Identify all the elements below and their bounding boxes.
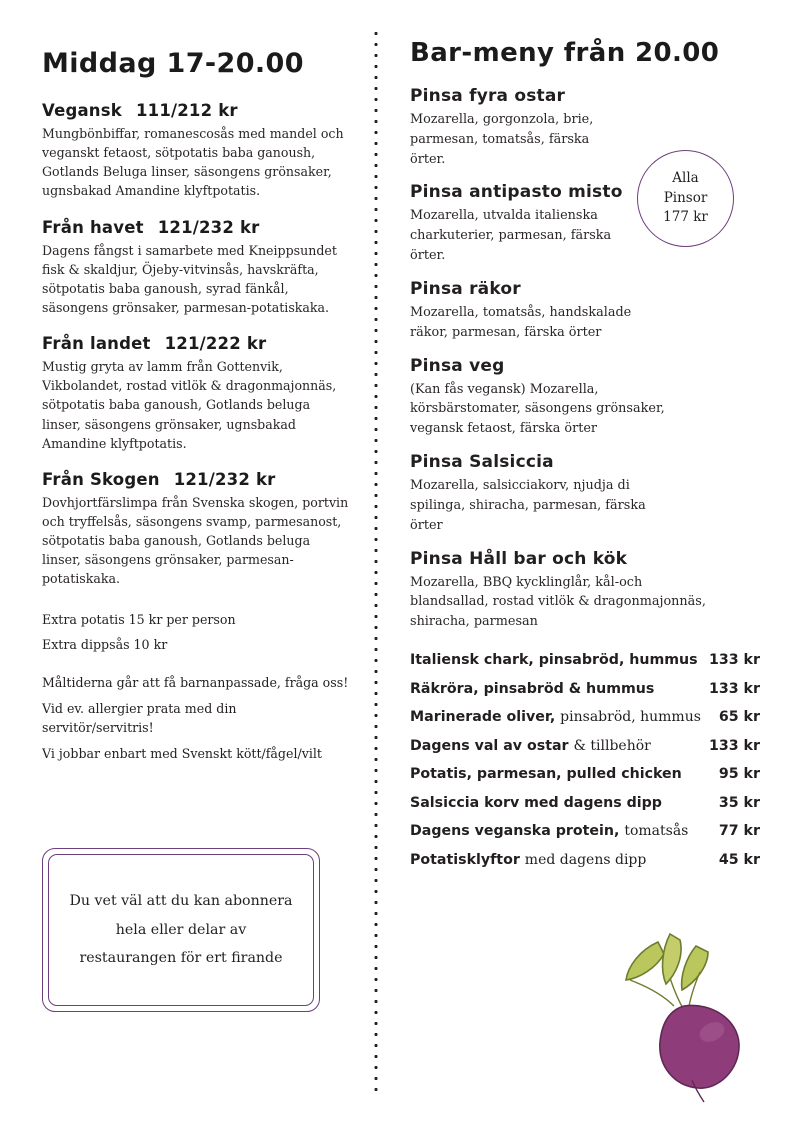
menu-section-price: 111/212 kr bbox=[135, 101, 238, 120]
menu-section bbox=[42, 218, 352, 318]
menu-section-description: Dovhjortfärslimpa från Svenska skogen, portvin och tryffelsås, säsongens svamp, parmesanost, sötpotatis baba ganoush, Gotlands beluga linser, säsongens grönsaker, parmesan-potatiskaka. bbox=[42, 494, 349, 587]
extras-notes bbox=[42, 611, 352, 764]
price-item-bold: Salsiccia korv med dagens dipp bbox=[410, 794, 662, 811]
pinsa-description: (Kan fås vegansk) Mozarella, körsbärstomater, säsongens grönsaker, vegansk fetaost, färska örter bbox=[410, 381, 665, 437]
menu-section-description: Mustig gryta av lamm från Gottenvik, Vikbolandet, rostad vitlök & dragonmajonnäs, sötpotatis baba ganoush, Gotlands beluga linser, säsongens grönsaker, ugnsbakad Amandine klyftpotatis. bbox=[42, 359, 337, 451]
price-item-name bbox=[410, 681, 654, 697]
price-item-bold: Marinerade oliver, bbox=[410, 709, 556, 726]
pinsa-name: Pinsa Salsiccia bbox=[410, 452, 554, 473]
page-title-dinner: Middag 17-20.00 bbox=[42, 48, 304, 79]
pinsa-description: Mozarella, gorgonzola, brie, parmesan, tomatsås, färska örter. bbox=[410, 112, 594, 167]
badge-line: Pinsor bbox=[663, 189, 708, 206]
subscription-line: restaurangen för ert firande bbox=[79, 950, 283, 967]
beet-bulb bbox=[660, 1005, 739, 1102]
price-item-amount: 95 kr bbox=[718, 766, 760, 783]
price-item-amount: 77 kr bbox=[718, 823, 760, 840]
dinner-menu-column bbox=[42, 48, 352, 771]
price-item-bold: Potatisklyftor bbox=[410, 851, 520, 868]
price-row bbox=[410, 709, 760, 725]
info-note: Måltiderna går att få barnanpassade, fråga oss! bbox=[42, 675, 349, 691]
price-item-amount: 133 kr bbox=[709, 737, 760, 754]
price-item-name bbox=[410, 709, 701, 725]
menu-section-price: 121/232 kr bbox=[157, 217, 260, 237]
spacer bbox=[42, 662, 352, 674]
menu-section-heading bbox=[42, 218, 352, 237]
price-item-light: pinsabröd, hummus bbox=[560, 709, 701, 726]
extras-note: Extra potatis 15 kr per person bbox=[42, 611, 236, 627]
price-row bbox=[410, 766, 760, 782]
menu-section-description: Dagens fångst i samarbete med Kneippsundet fisk & skaldjur, Öjeby-vitvinsås, havskräfta, sötpotatis baba ganoush, syrad fänkål, säsongens grönsaker, parmesan-potatiskaka. bbox=[42, 242, 337, 315]
price-row bbox=[410, 652, 760, 668]
menu-section-price: 121/222 kr bbox=[164, 334, 267, 354]
subscription-line: hela eller delar av bbox=[115, 921, 247, 938]
menu-section-heading bbox=[42, 334, 352, 353]
menu-section-name: Från Skogen bbox=[42, 469, 160, 489]
price-item-bold: Potatis, parmesan, pulled chicken bbox=[410, 766, 682, 783]
beet-leaves bbox=[626, 934, 708, 1012]
price-item-name bbox=[410, 795, 662, 811]
beetroot-illustration bbox=[600, 920, 770, 1105]
price-item-name bbox=[410, 652, 698, 668]
menu-section-price: 121/232 kr bbox=[173, 469, 276, 489]
subscription-callout-box bbox=[42, 848, 320, 1012]
price-item-light: med dagens dipp bbox=[524, 851, 647, 868]
menu-section-name: Från landet bbox=[42, 334, 151, 354]
price-item-amount: 133 kr bbox=[709, 652, 760, 669]
menu-section-name: Från havet bbox=[42, 217, 144, 237]
pinsa-name: Pinsa Håll bar och kök bbox=[410, 548, 628, 569]
price-item-amount: 45 kr bbox=[718, 851, 760, 868]
price-item-light: tomatsås bbox=[624, 823, 689, 840]
price-item-amount: 35 kr bbox=[718, 794, 760, 811]
pinsa-description: Mozarella, utvalda italienska charkuterier, parmesan, färska örter. bbox=[410, 208, 612, 264]
price-item-name bbox=[410, 852, 646, 868]
column-divider bbox=[374, 28, 378, 1095]
price-item-bold: Italiensk chark, pinsabröd, hummus bbox=[410, 652, 698, 669]
price-item-name bbox=[410, 766, 682, 782]
price-item-light: & tillbehör bbox=[573, 737, 651, 754]
price-row bbox=[410, 795, 760, 811]
badge-line: Alla bbox=[672, 170, 699, 187]
price-row bbox=[410, 738, 760, 754]
all-pinsor-price-badge bbox=[637, 150, 734, 247]
pinsa-description: Mozarella, salsicciakorv, njudja di spilinga, shiracha, parmesan, färska örter bbox=[410, 478, 646, 533]
pinsa-item bbox=[410, 549, 760, 632]
price-item-amount: 65 kr bbox=[718, 709, 760, 726]
price-item-bold: Räkröra, pinsabröd & hummus bbox=[410, 680, 655, 697]
price-row bbox=[410, 823, 760, 839]
price-item-name bbox=[410, 738, 651, 754]
menu-section bbox=[42, 470, 352, 589]
extras-note: Extra dippsås 10 kr bbox=[42, 637, 168, 653]
price-item-amount: 133 kr bbox=[709, 680, 760, 697]
pinsa-item bbox=[410, 452, 760, 535]
pinsa-name: Pinsa räkor bbox=[410, 278, 521, 299]
menu-section bbox=[42, 334, 352, 453]
menu-section-heading bbox=[42, 101, 352, 120]
price-row bbox=[410, 852, 760, 868]
page-title-bar: Bar-meny från 20.00 bbox=[410, 38, 720, 68]
info-note: Vid ev. allergier prata med din servitör/servitris! bbox=[42, 701, 237, 736]
pinsa-name: Pinsa fyra ostar bbox=[410, 86, 566, 106]
menu-section bbox=[42, 101, 352, 201]
bar-price-list bbox=[410, 652, 760, 868]
subscription-line: Du vet väl att du kan abonnera bbox=[69, 893, 293, 910]
pinsa-name: Pinsa antipasto misto bbox=[410, 182, 623, 203]
price-item-bold: Dagens val av ostar bbox=[410, 737, 569, 754]
info-note: Vi jobbar enbart med Svenskt kött/fågel/vilt bbox=[42, 745, 322, 761]
pinsa-item bbox=[410, 356, 760, 439]
menu-section-name: Vegansk bbox=[42, 101, 122, 120]
pinsa-description: Mozarella, BBQ kycklinglår, kål-och blandsallad, rostad vitlök & dragonmajonnäs, shiracha, parmesan bbox=[410, 574, 706, 630]
pinsa-item bbox=[410, 279, 760, 343]
pinsa-description: Mozarella, tomatsås, handskalade räkor, parmesan, färska örter bbox=[410, 304, 632, 340]
price-item-bold: Dagens veganska protein, bbox=[410, 823, 620, 840]
badge-line: 177 kr bbox=[663, 209, 708, 226]
subscription-callout-inner bbox=[48, 854, 314, 1006]
price-row bbox=[410, 681, 760, 697]
menu-section-description: Mungbönbiffar, romanescosås med mandel och veganskt fetaost, sötpotatis baba ganoush, Gotlands Beluga linser, säsongens grönsaker, ugnsbakad Amandine klyftpotatis. bbox=[42, 126, 344, 199]
pinsa-name: Pinsa veg bbox=[410, 355, 505, 376]
price-item-name bbox=[410, 823, 688, 839]
menu-section-heading bbox=[42, 470, 352, 489]
